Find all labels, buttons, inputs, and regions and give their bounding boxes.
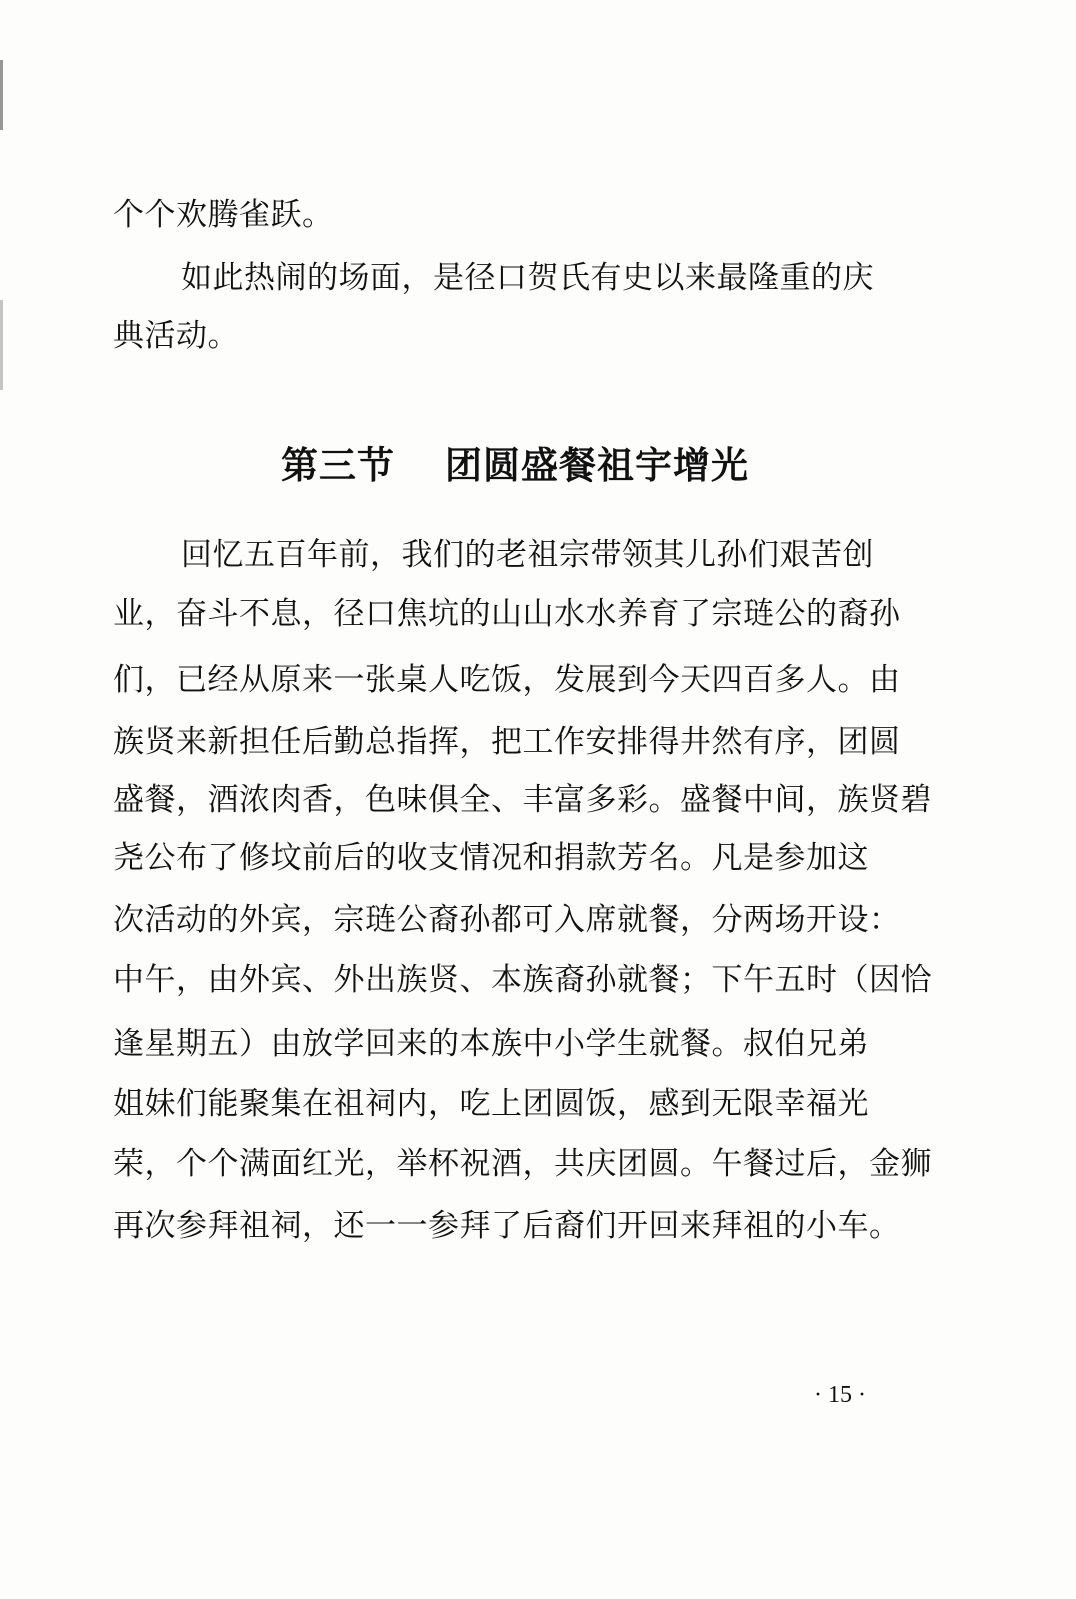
text-line: 次活动的外宾，宗琏公裔孙都可入席就餐，分两场开设：	[113, 902, 901, 938]
text-line: 尧公布了修坟前后的收支情况和捐款芳名。凡是参加这	[113, 840, 869, 876]
page-number: · 15 ·	[814, 1382, 866, 1408]
text-line: 姐妹们能聚集在祖祠内，吃上团圆饭，感到无限幸福光	[113, 1086, 869, 1122]
scan-edge-mark	[0, 60, 3, 130]
text-line: 再次参拜祖祠，还一一参拜了后裔们开回来拜祖的小车。	[113, 1208, 901, 1244]
text-line: 盛餐，酒浓肉香，色味俱全、丰富多彩。盛餐中间，族贤碧	[113, 782, 932, 818]
text-line: 个个欢腾雀跃。	[113, 197, 334, 233]
text-line: 业，奋斗不息，径口焦坑的山山水水养育了宗琏公的裔孙	[113, 596, 901, 632]
scan-edge-mark	[0, 300, 3, 390]
text-line: 典活动。	[113, 318, 239, 354]
section-title: 团圆盛餐祖宇增光	[445, 444, 749, 487]
text-line: 如此热闹的场面，是径口贺氏有史以来最隆重的庆	[181, 260, 874, 296]
text-line: 回忆五百年前，我们的老祖宗带领其儿孙们艰苦创	[181, 537, 874, 573]
text-line: 荣，个个满面红光，举杯祝酒，共庆团圆。午餐过后，金狮	[113, 1146, 932, 1182]
section-heading	[0, 442, 1030, 490]
text-line: 族贤来新担任后勤总指挥，把工作安排得井然有序，团圆	[113, 724, 901, 760]
text-line: 中午，由外宾、外出族贤、本族裔孙就餐；下午五时（因恰	[113, 962, 932, 998]
section-number: 第三节	[281, 444, 395, 487]
text-line: 逢星期五）由放学回来的本族中小学生就餐。叔伯兄弟	[113, 1026, 869, 1062]
text-line: 们，已经从原来一张桌人吃饭，发展到今天四百多人。由	[113, 662, 901, 698]
